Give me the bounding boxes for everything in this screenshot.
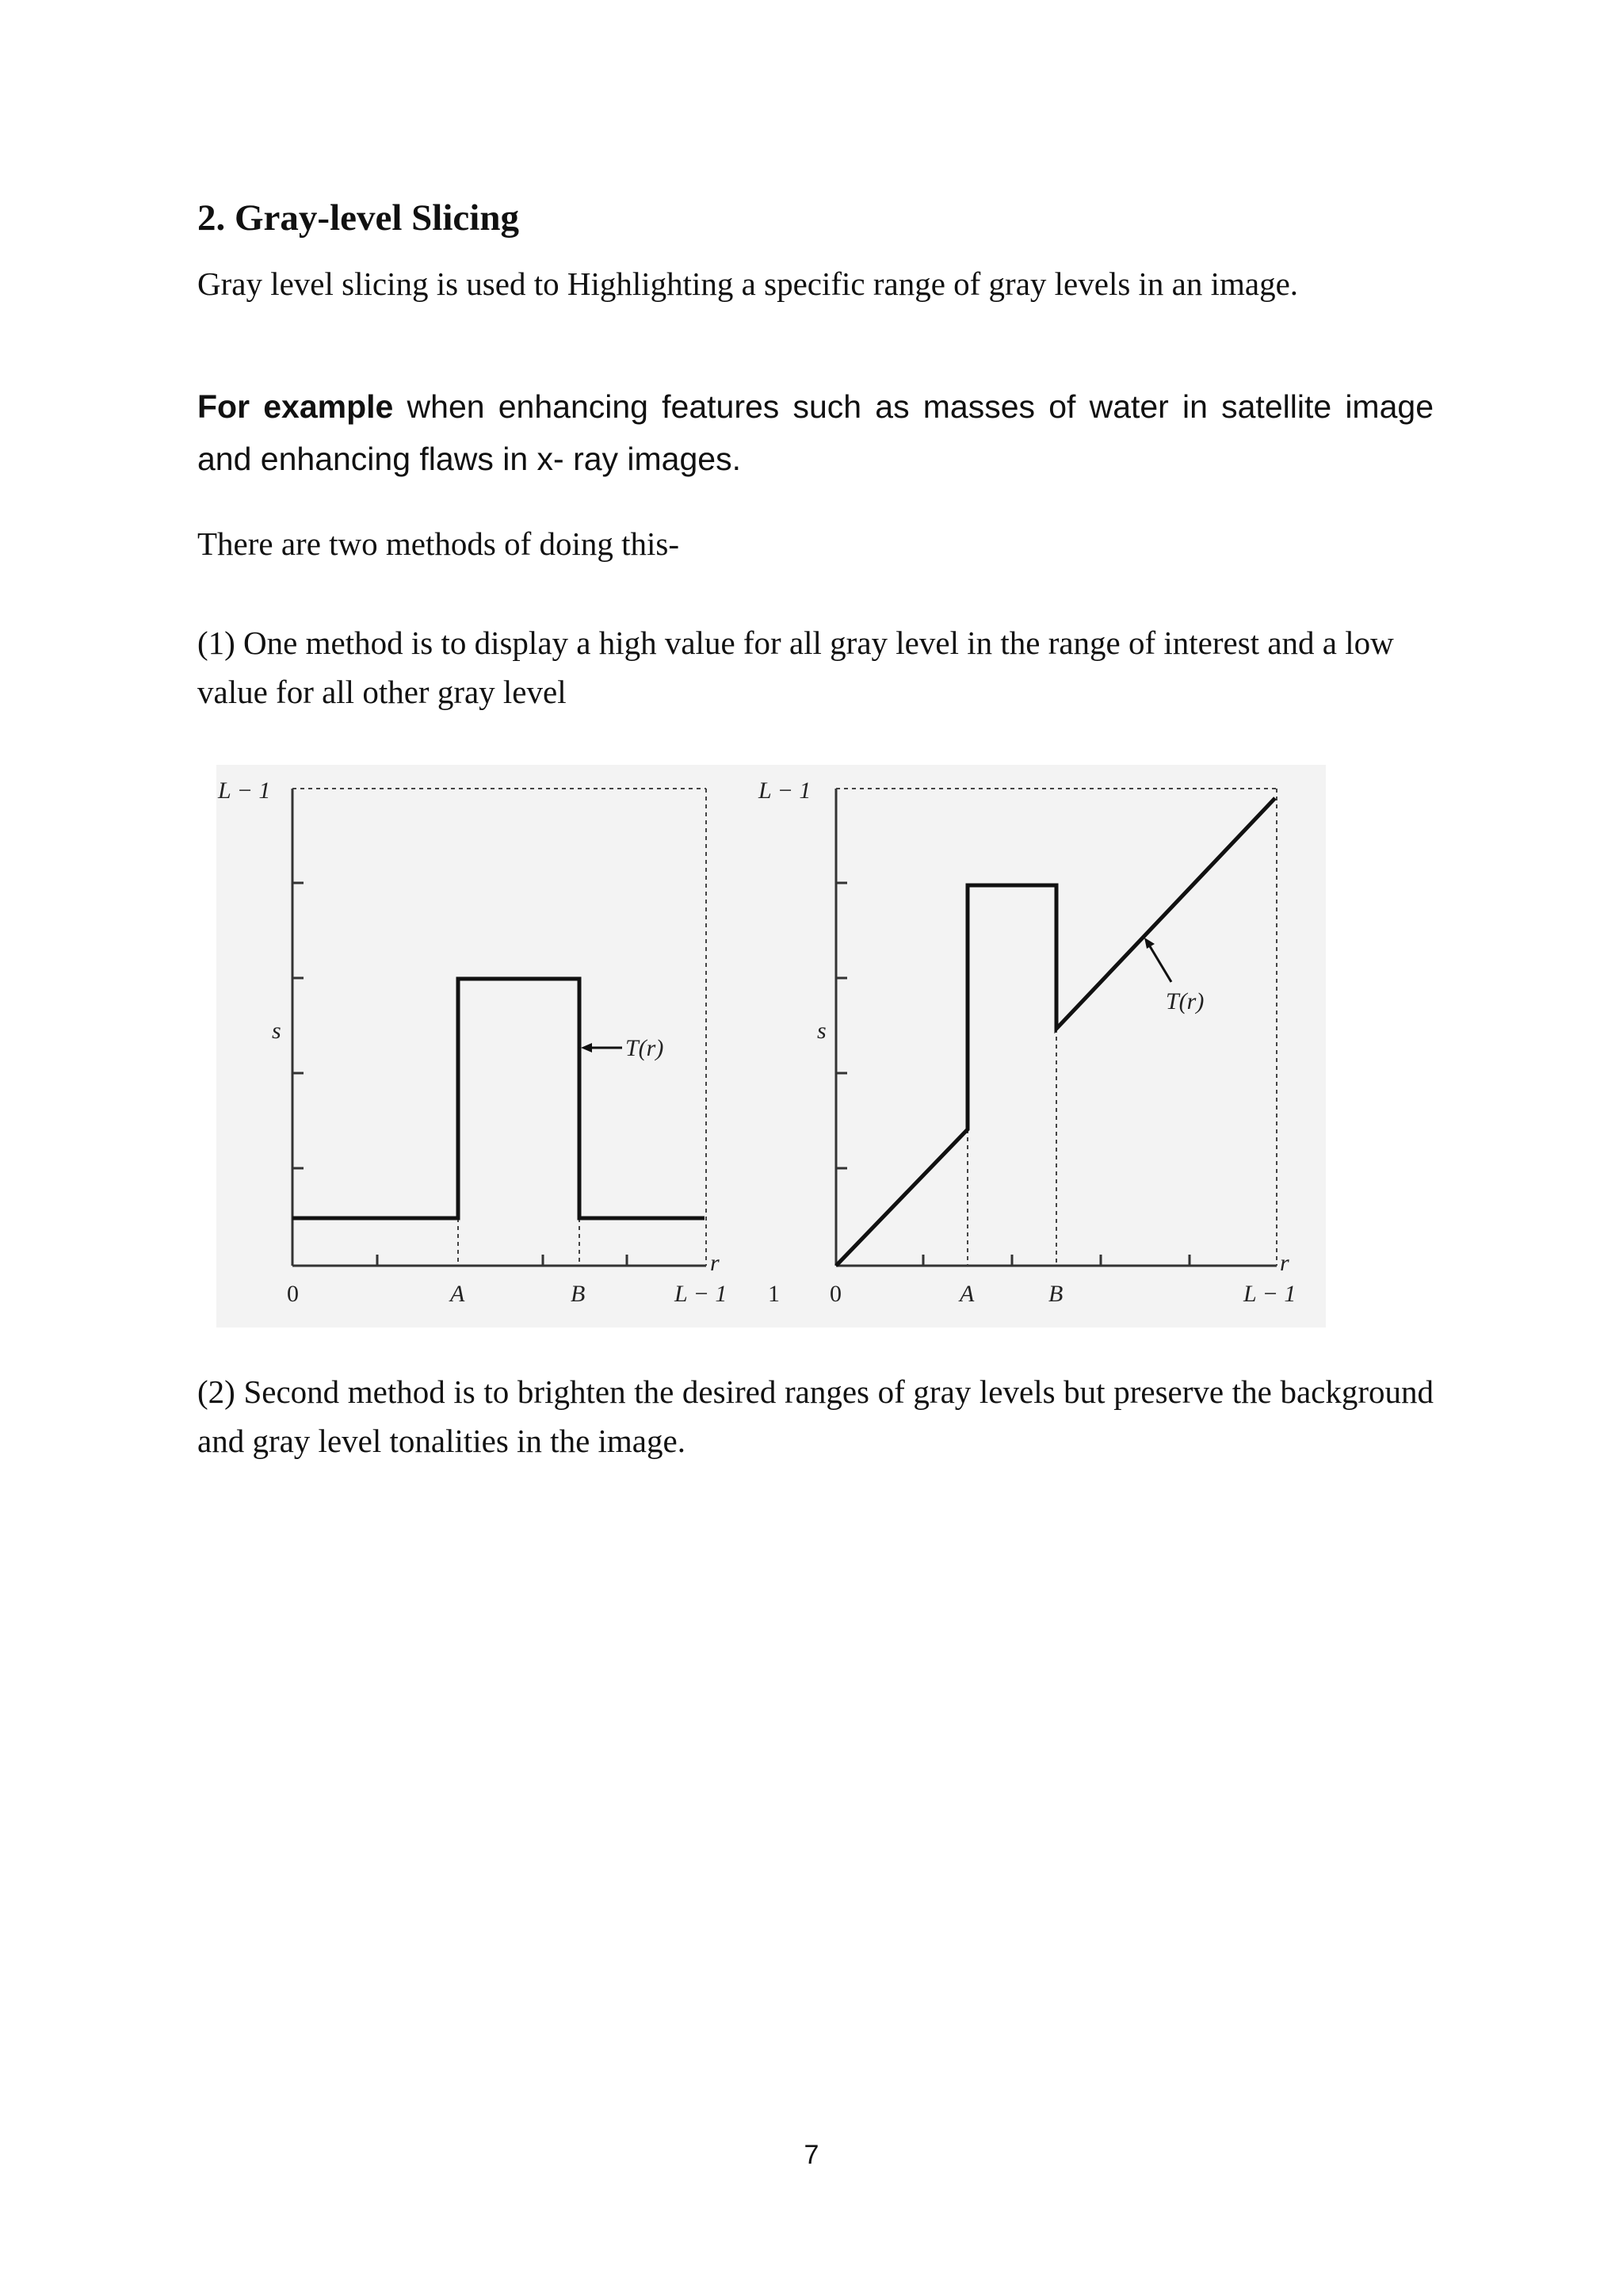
intro-paragraph: Gray level slicing is used to Highlighting a specific range of gray levels in an image. [197,266,1299,302]
left-x-label: r [710,1250,720,1276]
example-text: when enhancing features such as masses of water in satellite image and enhancing flaws in x- ray images. [197,388,1434,477]
right-curve-label: T(r) [1166,988,1205,1014]
left-x-tick-0: 0 [287,1281,299,1307]
between-plots-label: 1 [768,1281,780,1307]
example-lead: For example [197,388,394,425]
left-x-tick-a: A [450,1281,465,1307]
section-heading: 2. Gray-level Slicing [197,197,519,239]
left-y-max-label: L − 1 [218,777,271,804]
left-y-label: s [272,1018,281,1044]
example-paragraph [197,380,1434,485]
left-x-tick-lmax: L − 1 [674,1281,727,1307]
right-y-max-label: L − 1 [758,777,812,804]
page-number: 7 [804,2140,819,2170]
right-x-label: r [1280,1250,1289,1276]
left-x-tick-b: B [571,1281,586,1307]
methods-intro: There are two methods of doing this- [197,525,680,562]
right-y-label: s [817,1018,827,1044]
right-x-tick-lmax: L − 1 [1243,1281,1296,1307]
gray-level-slicing-figure [216,765,1326,1328]
figure-background [216,765,1326,1328]
right-x-tick-a: A [960,1281,975,1307]
method-two-paragraph: (2) Second method is to brighten the desired ranges of gray levels but preserve the background and gray level tonalities in the image. [197,1373,1434,1459]
method-one-paragraph: (1) One method is to display a high value for all gray level in the range of interest and a low value for all other gray level [197,625,1394,710]
right-x-tick-b: B [1048,1281,1064,1307]
right-x-tick-0: 0 [830,1281,842,1307]
left-curve-label: T(r) [625,1035,664,1061]
